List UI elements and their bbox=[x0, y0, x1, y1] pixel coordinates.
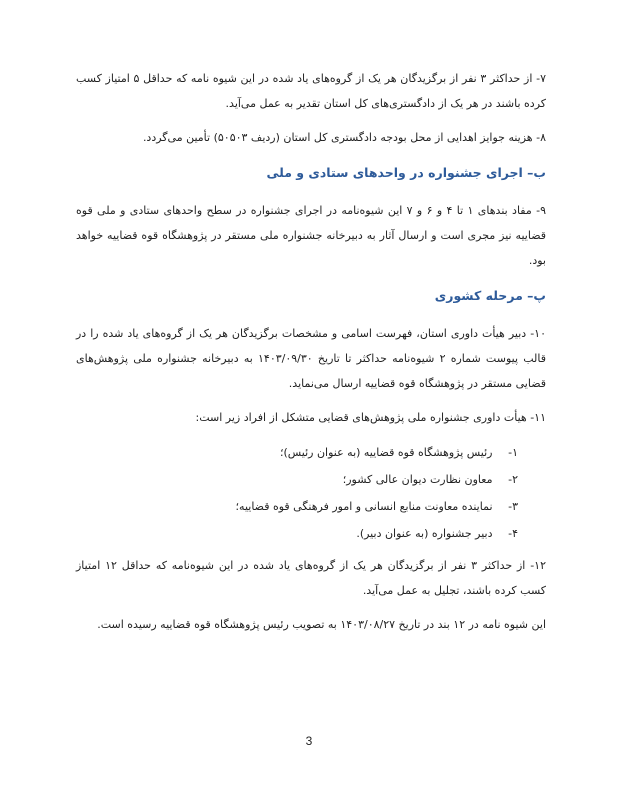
list-item-number: ۳- bbox=[508, 500, 518, 513]
list-item bbox=[76, 493, 518, 520]
paragraph-12: ۱۲- از حداکثر ۳ نفر از برگزیدگان هر یک از گروه‌های یاد شده در این شیوه‌نامه که حداقل ۱۲ امتیاز کسب کرده باشند، تجلیل به عمل می‌آید. bbox=[76, 559, 546, 597]
paragraph-9: ۹- مفاد بندهای ۱ تا ۴ و ۶ و ۷ این شیوه‌نامه در اجرای جشنواره در سطح واحدهای ستادی و ملی قوه قضاییه نیز مجری است و ارسال آثار به دبیرخانه جشنواره ملی مستقر در پژوهشگاه قوه قضاییه خواهد بود. bbox=[76, 204, 546, 267]
closing-statement: این شیوه نامه در ۱۲ بند در تاریخ ۱۴۰۳/۰۸/۲۷ به تصویب رئیس پژوهشگاه قوه قضاییه رسیده است. bbox=[97, 618, 546, 631]
list-item-text: رئیس پژوهشگاه قوه قضاییه (به عنوان رئیس)؛ bbox=[279, 446, 493, 459]
paragraph-7: ۷- از حداکثر ۳ نفر از برگزیدگان هر یک از گروه‌های یاد شده در این شیوه نامه که حداقل ۵ امتیاز کسب کرده باشند در هر یک از دادگستری‌های کل استان تقدیر به عمل می‌آید. bbox=[76, 72, 546, 110]
section-b-heading: ب– اجرای جشنواره در واحدهای ستادی و ملی bbox=[266, 165, 546, 180]
document-body bbox=[76, 66, 546, 646]
list-item-number: ۱- bbox=[508, 446, 518, 459]
list-item bbox=[76, 520, 518, 547]
paragraph-11: ۱۱- هیأت داوری جشنواره ملی پژوهش‌های قضایی متشکل از افراد زیر است: bbox=[195, 411, 546, 424]
page-number: 3 bbox=[305, 734, 313, 748]
jury-members-list bbox=[76, 439, 546, 547]
list-item-number: ۴- bbox=[508, 527, 518, 540]
list-item-text: دبیر جشنواره (به عنوان دبیر). bbox=[356, 527, 493, 540]
list-item-text: معاون نظارت دیوان عالی کشور؛ bbox=[342, 473, 493, 486]
list-item-text: نماینده معاونت منابع انسانی و امور فرهنگی قوه قضاییه؛ bbox=[235, 500, 493, 513]
paragraph-8: ۸- هزینه جوایز اهدایی از محل بودجه دادگستری کل استان (ردیف ۵۰۵۰۳) تأمین می‌گردد. bbox=[142, 131, 546, 144]
section-p-heading: پ– مرحله کشوری bbox=[434, 288, 546, 303]
list-item bbox=[76, 466, 518, 493]
list-item-number: ۲- bbox=[508, 473, 518, 486]
paragraph-10: ۱۰- دبیر هیأت داوری استان، فهرست اسامی و مشخصات برگزیدگان هر یک از گروه‌های یاد شده را در قالب پیوست شماره ۲ شیوه‌نامه حداکثر تا تاریخ ۱۴۰۳/۰۹/۳۰ به دبیرخانه جشنواره ملی پژوهش‌های قضایی مستقر در پژوهشگاه قوه قضاییه ارسال می‌نماید. bbox=[76, 327, 546, 390]
list-item bbox=[76, 439, 518, 466]
